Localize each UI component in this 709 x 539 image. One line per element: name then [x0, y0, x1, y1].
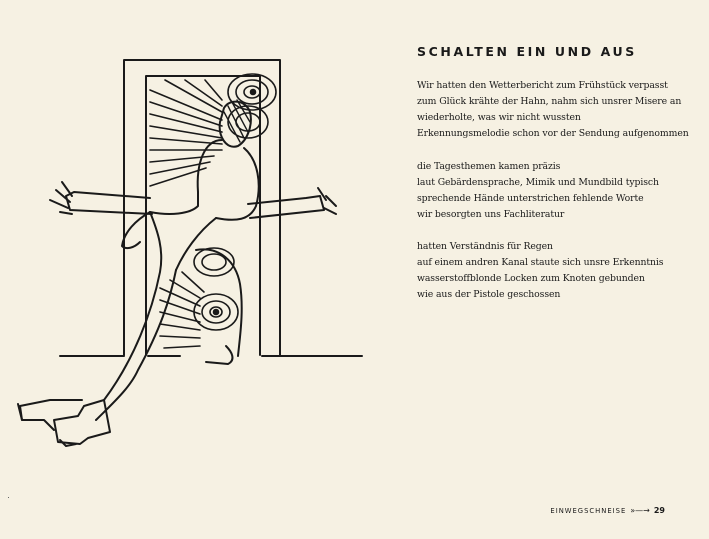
- poem-line: laut Gebärdensprache, Mimik und Mundbild typisch: [417, 177, 659, 188]
- page-number: 29: [653, 506, 665, 515]
- poem-line: auf einem andren Kanal staute sich unsre Erkenntnis: [417, 257, 664, 268]
- print-speck: [8, 497, 9, 498]
- poem-line: wir besorgten uns Fachliteratur: [417, 209, 565, 220]
- poem-line: wasserstoffblonde Locken zum Knoten gebunden: [417, 273, 645, 284]
- poem-line: wie aus der Pistole geschossen: [417, 289, 561, 300]
- arrow-icon: »—→: [630, 506, 650, 515]
- poem-line: Erkennungsmelodie schon vor der Sendung aufgenommen: [417, 128, 689, 139]
- poem-line: wiederholte, was wir nicht wussten: [417, 112, 581, 123]
- poem-line: die Tagesthemen kamen präzis: [417, 161, 561, 172]
- running-head: EINWEGSCHNEISE: [550, 506, 627, 515]
- poem-line: hatten Verständnis für Regen: [417, 241, 553, 252]
- poem-line: zum Glück krähte der Hahn, nahm sich unsrer Misere an: [417, 96, 682, 107]
- poem-line: sprechende Hände unterstrichen fehlende Worte: [417, 193, 644, 204]
- poem-title: SCHALTEN EIN UND AUS: [417, 44, 637, 59]
- page-footer: [550, 506, 665, 515]
- stanza-2: [417, 159, 659, 223]
- stanza-1: [417, 78, 689, 142]
- poem-line: Wir hatten den Wetterbericht zum Frühstück verpasst: [417, 80, 668, 91]
- stanza-3: [417, 239, 663, 303]
